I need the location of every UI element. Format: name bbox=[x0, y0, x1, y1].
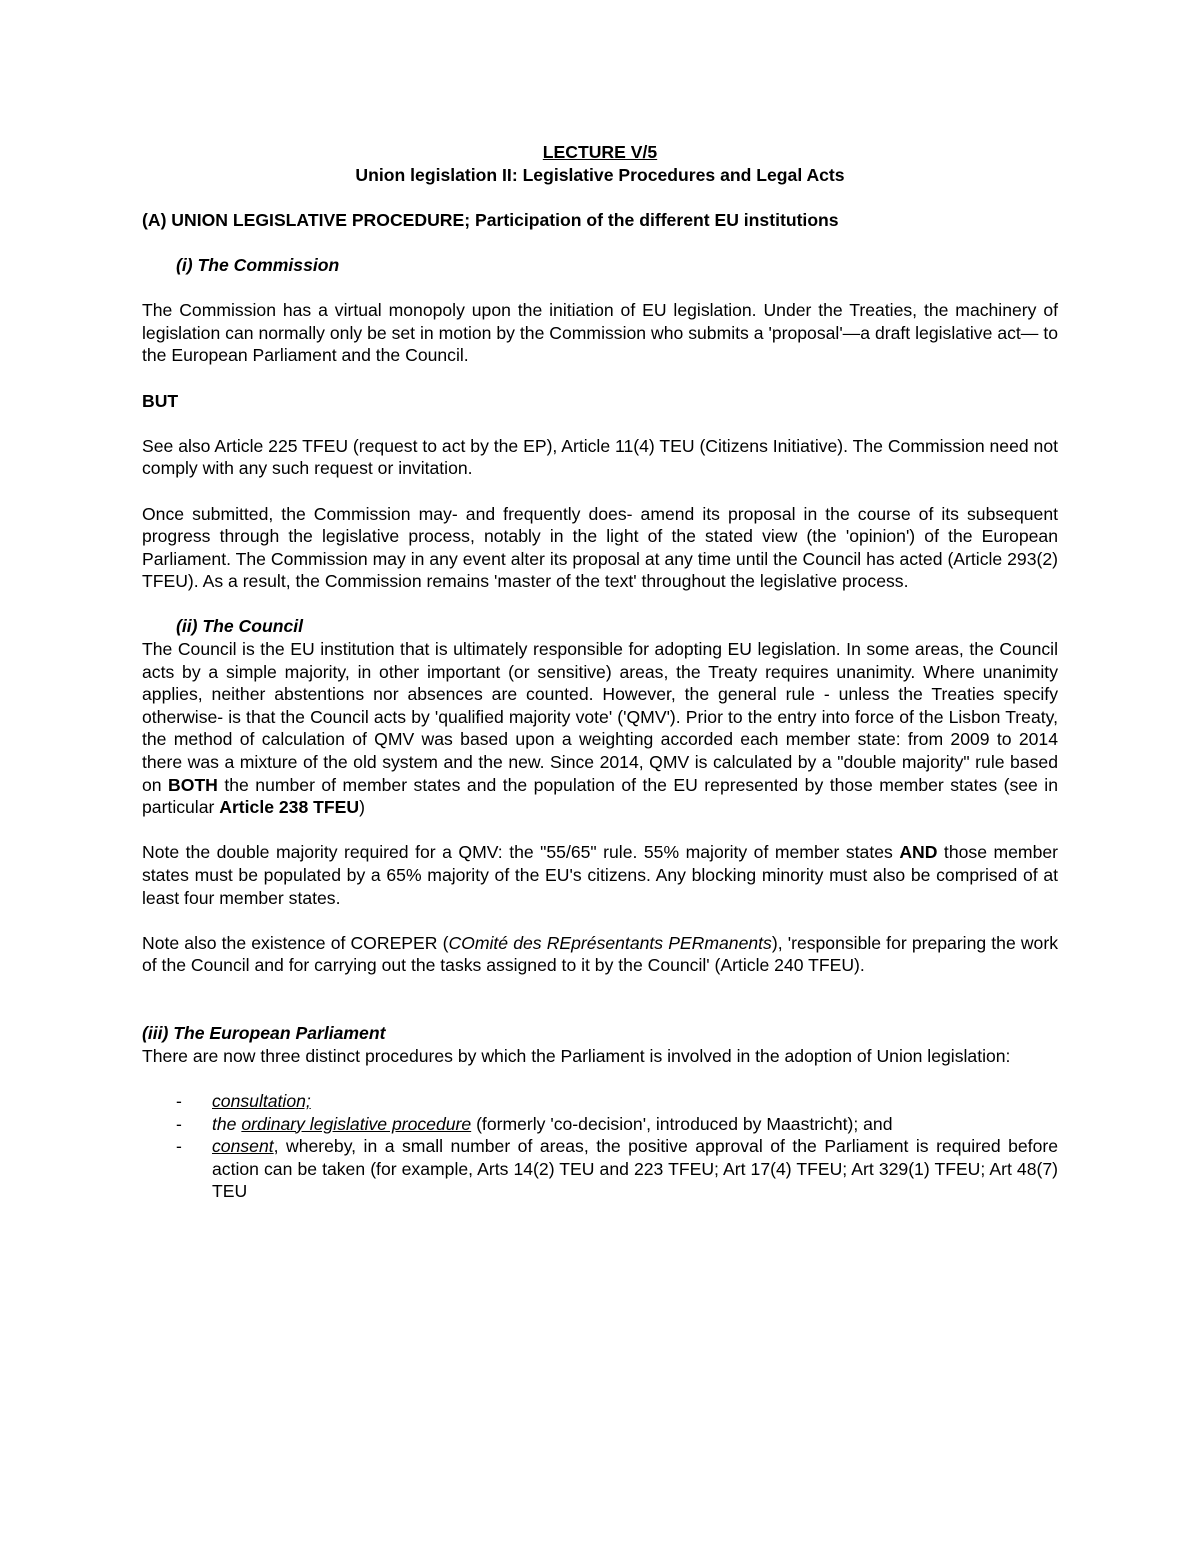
commission-paragraph-2: See also Article 225 TFEU (request to act by the EP), Article 11(4) TEU (Citizens Initiative). The Commission need not comply with any such request or invitation. bbox=[142, 435, 1058, 479]
council-heading: (ii) The Council bbox=[176, 616, 304, 637]
list-item bbox=[142, 1113, 1058, 1136]
lecture-title: LECTURE V/5 bbox=[542, 142, 658, 162]
list-bullet: - bbox=[176, 1090, 182, 1111]
procedure-consent-rest: , whereby, in a small number of areas, the positive approval of the Parliament is required before action can be taken (for example, Arts 14(2) TEU and 223 TFEU; Art 17(4) TFEU; Art 329(1) TFEU; Art 48(7) TEU bbox=[212, 1136, 1058, 1202]
commission-paragraph-1: The Commission has a virtual monopoly upon the initiation of EU legislation. Under the Treaties, the machinery of legislation can normally only be set in motion by the Commission who submits a 'proposal'—a draft legislative act— to the European Parliament and the Council. bbox=[142, 300, 1058, 366]
list-item bbox=[142, 1135, 1058, 1203]
procedure-list bbox=[142, 1090, 1058, 1203]
council-paragraph-2 bbox=[142, 841, 1058, 909]
council-p2-and: AND bbox=[899, 842, 938, 863]
procedure-consent: consent bbox=[212, 1136, 274, 1157]
parliament-intro: There are now three distinct procedures by which the Parliament is involved in the adoption of Union legislation: bbox=[142, 1045, 1011, 1066]
council-p3-text-a: Note also the existence of COREPER ( bbox=[142, 932, 449, 953]
council-p1-both: BOTH bbox=[168, 774, 218, 795]
council-p2-text-b: those member states must be populated by a 65% majority of the EU's citizens. Any blocking minority must also be comprised of at least four member states. bbox=[142, 842, 1058, 908]
council-p1-close: ) bbox=[359, 797, 365, 818]
council-p3-text-b: ), 'responsible for preparing the work of the Council and for carrying out the tasks assigned to it by the Council' (Article 240 TFEU). bbox=[142, 932, 1058, 976]
procedure-ordinary: ordinary legislative procedure bbox=[241, 1113, 472, 1134]
list-item bbox=[142, 1090, 1058, 1113]
section-a-heading: (A) UNION LEGISLATIVE PROCEDURE; Participation of the different EU institutions bbox=[142, 209, 839, 230]
council-p1-text-a: The Council is the EU institution that is ultimately responsible for adopting EU legislation. In some areas, the Council acts by a simple majority, in other important (or sensitive) areas, the Treaty requires unanimity. Where unanimity applies, neither abstentions nor absences are counted. However, the general rule - unless the Treaties specify otherwise- is that the Council acts by 'qualified majority vote' ('QMV'). Prior to the entry into force of the Lisbon Treaty, the method of calculation of QMV was based upon a weighting accorded each member state: from 2009 to 2014 there was a mixture of the old system and the new. Since 2014, QMV is calculated by a "double majority" rule based on bbox=[142, 639, 1058, 795]
list-bullet: - bbox=[176, 1113, 182, 1134]
lecture-subtitle: Union legislation II: Legislative Procedures and Legal Acts bbox=[355, 164, 845, 185]
commission-paragraph-3: Once submitted, the Commission may- and frequently does- amend its proposal in the course of its subsequent progress through the legislative process, notably in the light of the stated view (the 'opinion') of the European Parliament. The Commission may in any event alter its proposal at any time until the Council has acted (Article 293(2) TFEU). As a result, the Commission remains 'master of the text' throughout the legislative process. bbox=[142, 503, 1058, 592]
but-heading: BUT bbox=[142, 390, 179, 411]
council-paragraph-3 bbox=[142, 932, 1058, 977]
list-bullet: - bbox=[176, 1136, 182, 1157]
procedure-ordinary-rest: (formerly 'co-decision', introduced by Maastricht); and bbox=[471, 1113, 893, 1134]
council-p2-text-a: Note the double majority required for a QMV: the "55/65" rule. 55% majority of member states bbox=[142, 842, 900, 863]
procedure-consultation: consultation; bbox=[212, 1090, 311, 1111]
council-p1-article: Article 238 TFEU bbox=[219, 797, 360, 818]
parliament-heading: (iii) The European Parliament bbox=[142, 1023, 386, 1044]
commission-heading: (i) The Commission bbox=[176, 254, 340, 275]
procedure-ordinary-pre: the bbox=[212, 1113, 242, 1134]
council-p3-coreper: COmité des REprésentants PERmanents bbox=[448, 932, 772, 953]
document-page bbox=[142, 141, 1058, 1203]
council-p1-text-b: the number of member states and the population of the EU represented by those member states (see in particular bbox=[142, 774, 1058, 818]
council-paragraph-1 bbox=[142, 638, 1058, 819]
